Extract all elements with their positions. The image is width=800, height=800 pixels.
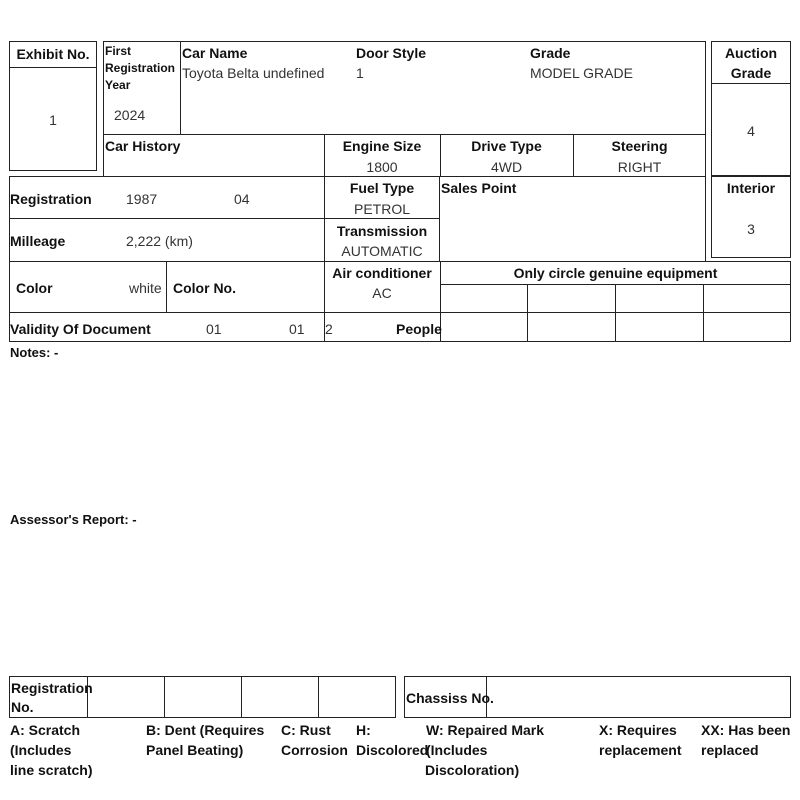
exhibit-divider (9, 67, 97, 68)
legend-code: X: Requires (599, 722, 677, 738)
validity-label: Validity Of Document (10, 321, 151, 337)
drive-type-value: 4WD (490, 159, 523, 175)
transmission-value: AUTOMATIC (341, 243, 423, 259)
mileage-value: 2,222 (km) (126, 233, 193, 249)
fuel-type-label: Fuel Type (349, 180, 415, 196)
first-reg-divider (180, 41, 181, 135)
legend-requires-replacement (599, 720, 699, 760)
legend-code: C: Rust (281, 722, 331, 738)
people-label: People (396, 321, 442, 337)
registration-year: 1987 (126, 191, 158, 207)
legend-code: XX: Has been (701, 722, 791, 738)
air-conditioner-label: Air conditioner (332, 265, 432, 281)
reg-no-cell-divider (164, 676, 165, 718)
legend-code: W: Repaired Mark (Includes (426, 722, 544, 758)
legend-description: replacement (599, 742, 682, 758)
reg-no-cell-divider (241, 676, 242, 718)
car-name-label: Car Name (182, 45, 248, 61)
legend-description: replaced (701, 742, 759, 758)
legend-replaced (701, 720, 796, 760)
legend-description: Discolored (356, 742, 429, 758)
legend-repaired (426, 720, 598, 780)
mileage-label: Milleage (10, 233, 66, 249)
color-label: Color (16, 280, 53, 296)
interior-value: 3 (747, 221, 755, 237)
door-style-label: Door Style (356, 45, 427, 61)
registration-no-label-1: Registration (11, 680, 93, 696)
car-name-value: Toyota Belta undefined (182, 65, 325, 81)
auction-grade-label-1: Auction (724, 45, 778, 61)
exhibit-value: 1 (49, 112, 57, 128)
legend-description: Panel Beating) (146, 742, 244, 758)
engine-size-label: Engine Size (342, 138, 422, 154)
legend-scratch (10, 720, 142, 780)
first-reg-label-2: Registration (105, 61, 176, 75)
legend-rust (281, 720, 353, 760)
notes-label: Notes: - (10, 345, 59, 360)
drive-type-label: Drive Type (471, 138, 542, 154)
first-reg-label-1: First (105, 44, 132, 58)
people-count: 2 (325, 321, 333, 337)
validity-value-2: 01 (289, 321, 305, 337)
exhibit-label: Exhibit No. (16, 46, 90, 62)
legend-description: Corrosion (281, 742, 348, 758)
chassis-no-label: Chassiss No. (406, 690, 494, 706)
validity-value-1: 01 (206, 321, 222, 337)
first-reg-value: 2024 (114, 107, 146, 123)
assessor-report-label: Assessor's Report: - (10, 512, 137, 527)
auction-grade-divider (711, 83, 791, 84)
registration-label: Registration (10, 191, 92, 207)
fuel-type-value: PETROL (353, 201, 410, 217)
legend-discolored (356, 720, 429, 760)
auction-grade-label-2: Grade (730, 65, 772, 81)
registration-month: 04 (234, 191, 250, 207)
legend-description: line scratch) (10, 762, 93, 778)
door-style-value: 1 (356, 65, 364, 81)
row-divider (9, 218, 440, 219)
legend-code: A: Scratch (Includes (10, 722, 81, 758)
interior-label: Interior (726, 180, 776, 196)
legend-code: B: Dent (Requires (146, 722, 265, 738)
steering-value: RIGHT (617, 159, 662, 175)
sales-point-label: Sales Point (441, 180, 517, 196)
steering-label: Steering (611, 138, 668, 154)
registration-no-label-2: No. (11, 699, 34, 715)
reg-no-cell-divider (318, 676, 319, 718)
first-reg-label-3: Year (105, 78, 131, 92)
genuine-equipment-label: Only circle genuine equipment (513, 265, 718, 281)
auction-grade-value: 4 (747, 123, 755, 139)
color-value: white (129, 280, 162, 296)
grade-value: MODEL GRADE (530, 65, 633, 81)
legend-description: Discoloration) (425, 762, 520, 778)
transmission-label: Transmission (336, 223, 428, 239)
legend-dent (146, 720, 278, 760)
engine-size-value: 1800 (366, 159, 398, 175)
row-divider (166, 261, 167, 313)
grade-label: Grade (530, 45, 571, 61)
legend-code: H: (356, 722, 371, 738)
color-no-label: Color No. (173, 280, 236, 296)
air-conditioner-value: AC (372, 285, 392, 301)
car-history-label: Car History (105, 138, 181, 154)
